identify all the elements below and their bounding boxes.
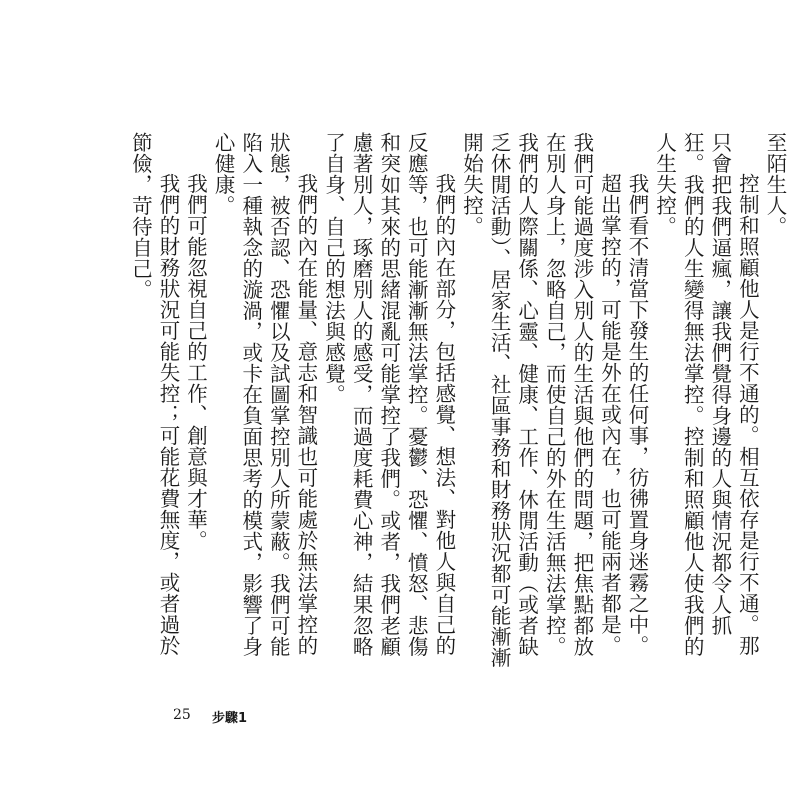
- page-number: 25: [173, 707, 191, 723]
- chapter-label: 步驟1: [212, 711, 248, 726]
- paragraph-7: 我們可能忽視自己的工作、創意與才華。: [183, 173, 208, 551]
- paragraph-4: 超出掌控的，可能是外在或內在，也可能兩者都是。我們可能過度涉入別人的生活與他們的問題，把焦點都放在別人身上，忽略自己，而使自己的外在生活無法掌控。我們的人際關係、心靈、健康、工作、休閒活動（或者缺乏休閒活動）、居家生活、社區事務和財務狀況都可能漸漸開始失控。: [459, 132, 622, 668]
- paragraph-6: 我們的內在能量、意志和智識也可能處於無法掌控的狀態，被否認、恐懼以及試圖掌控別人所蒙蔽。我們可能陷入一種執念的漩渦，或卡在負面思考的模式，影響了身心健康。: [211, 132, 318, 657]
- paragraph-5: 我們的內在部分，包括感覺、想法、對他人與自己的反應等，也可能漸漸無法掌控。憂鬱、恐懼、憤怒、悲傷和突如其來的思緒混亂可能掌控了我們。或者，我們老顧慮著別人，琢磨別人的感受，而過度耗費心神，結果忽略了自身、自己的想法與感覺。: [321, 132, 456, 657]
- paragraph-8: 我們的財務狀況可能失控；可能花費無度，或者過於節儉，苛待自己。: [128, 132, 180, 656]
- paragraph-2: 控制和照顧他人是行不通的。相互依存是行不通。那只會把我們逼瘋，讓我們覺得身邊的人與情況都令人抓狂。我們的人生變得無法掌控。控制和照顧他人使我們的人生失控。: [652, 132, 760, 657]
- paragraph-3: 我們看不清當下發生的任何事，彷彿置身迷霧之中。: [625, 173, 650, 656]
- paragraph-1: 至陌生人。: [763, 132, 787, 237]
- vertical-text-block: [128, 132, 788, 672]
